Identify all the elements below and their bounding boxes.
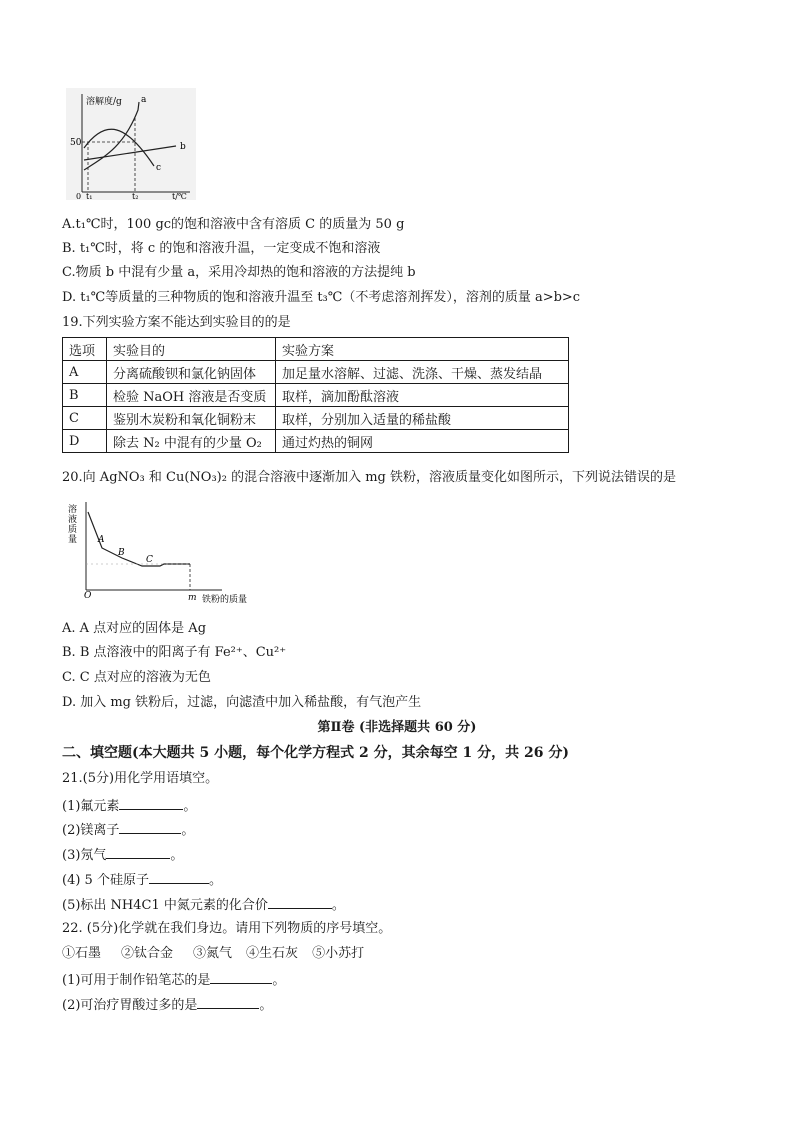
q22-item-1 — [62, 970, 285, 990]
period: 。 — [331, 898, 345, 913]
cell-option: D — [63, 430, 107, 453]
q21-item-2-text: (2)镁离子 — [62, 823, 120, 838]
iron-powder-graph-svg — [62, 498, 248, 606]
origin-label: 0 — [76, 192, 82, 201]
header-option: 选项 — [63, 338, 107, 361]
period: 。 — [208, 873, 222, 888]
cell-plan: 取样，滴加酚酞溶液 — [276, 384, 569, 407]
cell-purpose: 检验 NaOH 溶液是否变质 — [107, 384, 276, 407]
cell-plan: 通过灼热的铜网 — [276, 430, 569, 453]
point-a-label: A — [98, 535, 105, 545]
q21-item-5 — [62, 895, 345, 915]
table-row — [63, 430, 569, 453]
origin-label: O — [84, 591, 92, 601]
q21-item-1-text: (1)氟元素 — [62, 799, 120, 814]
t1-label: t₁ — [86, 192, 93, 201]
ylabel-2: 液 — [68, 515, 78, 525]
t2-label: t₂ — [132, 192, 139, 201]
x-axis-label: 铁粉的质量 — [202, 595, 248, 605]
q21-item-3-text: (3)氖气 — [62, 848, 107, 863]
ylabel-4: 量 — [68, 535, 78, 545]
answer-blank[interactable] — [210, 970, 272, 984]
table-row — [63, 384, 569, 407]
table-row — [63, 361, 569, 384]
option-3: ③氮气 — [193, 946, 233, 961]
q21-item-2 — [62, 820, 194, 840]
header-plan: 实验方案 — [276, 338, 569, 361]
q20-option-d: D. 加入 mg 铁粉后，过滤，向滤渣中加入稀盐酸，有气泡产生 — [62, 695, 422, 710]
q21-item-5-text: (5)标出 NH4C1 中氮元素的化合价 — [62, 898, 268, 913]
m-label: m — [188, 593, 197, 603]
q22-item-2-text: (2)可治疗胃酸过多的是 — [62, 998, 198, 1013]
q19-table — [62, 337, 569, 453]
q20-option-a: A. A 点对应的固体是 Ag — [62, 621, 207, 636]
section-heading: 二、填空题(本大题共 5 小题，每个化学方程式 2 分，其余每空 1 分，共 26 分) — [62, 745, 569, 761]
q21-stem: 21.(5分)用化学用语填空。 — [62, 771, 219, 786]
option-2: ②钛合金 — [121, 946, 174, 961]
curve-b-label: b — [180, 142, 186, 152]
q22-item-2 — [62, 995, 272, 1015]
q20-option-c: C. C 点对应的溶液为无色 — [62, 670, 211, 685]
q22-item-1-text: (1)可用于制作铅笔芯的是 — [62, 973, 211, 988]
cell-plan: 取样，分别加入适量的稀盐酸 — [276, 407, 569, 430]
curve-c-label: c — [156, 163, 162, 173]
table-header-row — [63, 338, 569, 361]
answer-blank[interactable] — [149, 870, 209, 884]
point-b-label: B — [118, 548, 125, 558]
q20-option-b: B. B 点溶液中的阳离子有 Fe²⁺、Cu²⁺ — [62, 645, 287, 660]
q18-option-b: B. t₁℃时，将 c 的饱和溶液升温，一定变成不饱和溶液 — [62, 241, 381, 256]
curve-a-label: a — [141, 95, 147, 105]
ylabel: 溶解度/g — [86, 97, 122, 107]
answer-blank[interactable] — [119, 796, 183, 810]
solubility-graph-svg — [66, 88, 196, 200]
option-5: ⑤小苏打 — [312, 946, 365, 961]
q18-option-c: C.物质 b 中混有少量 a，采用冷却热的饱和溶液的方法提纯 b — [62, 265, 416, 280]
x-axis-label: t/℃ — [172, 192, 187, 201]
q22-stem: 22. (5分)化学就在我们身边。请用下列物质的序号填空。 — [62, 921, 392, 936]
option-4: ④生石灰 — [246, 946, 299, 961]
q18-option-d: D. t₁℃等质量的三种物质的饱和溶液升温至 t₃℃（不考虑溶剂挥发），溶剂的质量 a>b>c — [62, 290, 581, 305]
q21-item-3 — [62, 845, 183, 865]
q22-options — [62, 945, 364, 963]
ylabel-1: 溶 — [68, 505, 78, 515]
point-c-label: C — [146, 555, 153, 565]
period: 。 — [272, 973, 286, 988]
q21-item-4-text: (4) 5 个硅原子 — [62, 873, 149, 888]
period: 。 — [259, 998, 273, 1013]
part2-title: 第Ⅱ卷 (非选择题共 60 分) — [317, 720, 477, 735]
ylabel-3: 质 — [68, 525, 78, 535]
option-1: ①石墨 — [62, 946, 102, 961]
period: 。 — [183, 799, 197, 814]
cell-purpose: 分离硫酸钡和氯化钠固体 — [107, 361, 276, 384]
header-purpose: 实验目的 — [107, 338, 276, 361]
q19-stem: 19.下列实验方案不能达到实验目的的是 — [62, 315, 291, 330]
q20-stem: 20.向 AgNO₃ 和 Cu(NO₃)₂ 的混合溶液中逐渐加入 mg 铁粉，溶液质量变化如图所示，下列说法错误的是 — [62, 470, 676, 485]
cell-purpose: 鉴别木炭粉和氧化铜粉末 — [107, 407, 276, 430]
answer-blank[interactable] — [197, 995, 259, 1009]
answer-blank[interactable] — [106, 845, 170, 859]
cell-purpose: 除去 N₂ 中混有的少量 O₂ — [107, 430, 276, 453]
cell-option: C — [63, 407, 107, 430]
q21-item-1 — [62, 796, 196, 816]
period: 。 — [181, 823, 195, 838]
cell-plan: 加足量水溶解、过滤、洗涤、干燥、蒸发结晶 — [276, 361, 569, 384]
period: 。 — [170, 848, 184, 863]
answer-blank[interactable] — [268, 895, 332, 909]
cell-option: A — [63, 361, 107, 384]
table-row — [63, 407, 569, 430]
cell-option: B — [63, 384, 107, 407]
q18-option-a: A.t₁℃时，100 gc的饱和溶液中含有溶质 C 的质量为 50 g — [62, 217, 405, 232]
q21-item-4 — [62, 870, 222, 890]
answer-blank[interactable] — [119, 820, 181, 834]
tick-50: 50 — [70, 138, 82, 148]
solubility-graph — [66, 88, 196, 200]
iron-powder-graph — [62, 498, 248, 606]
